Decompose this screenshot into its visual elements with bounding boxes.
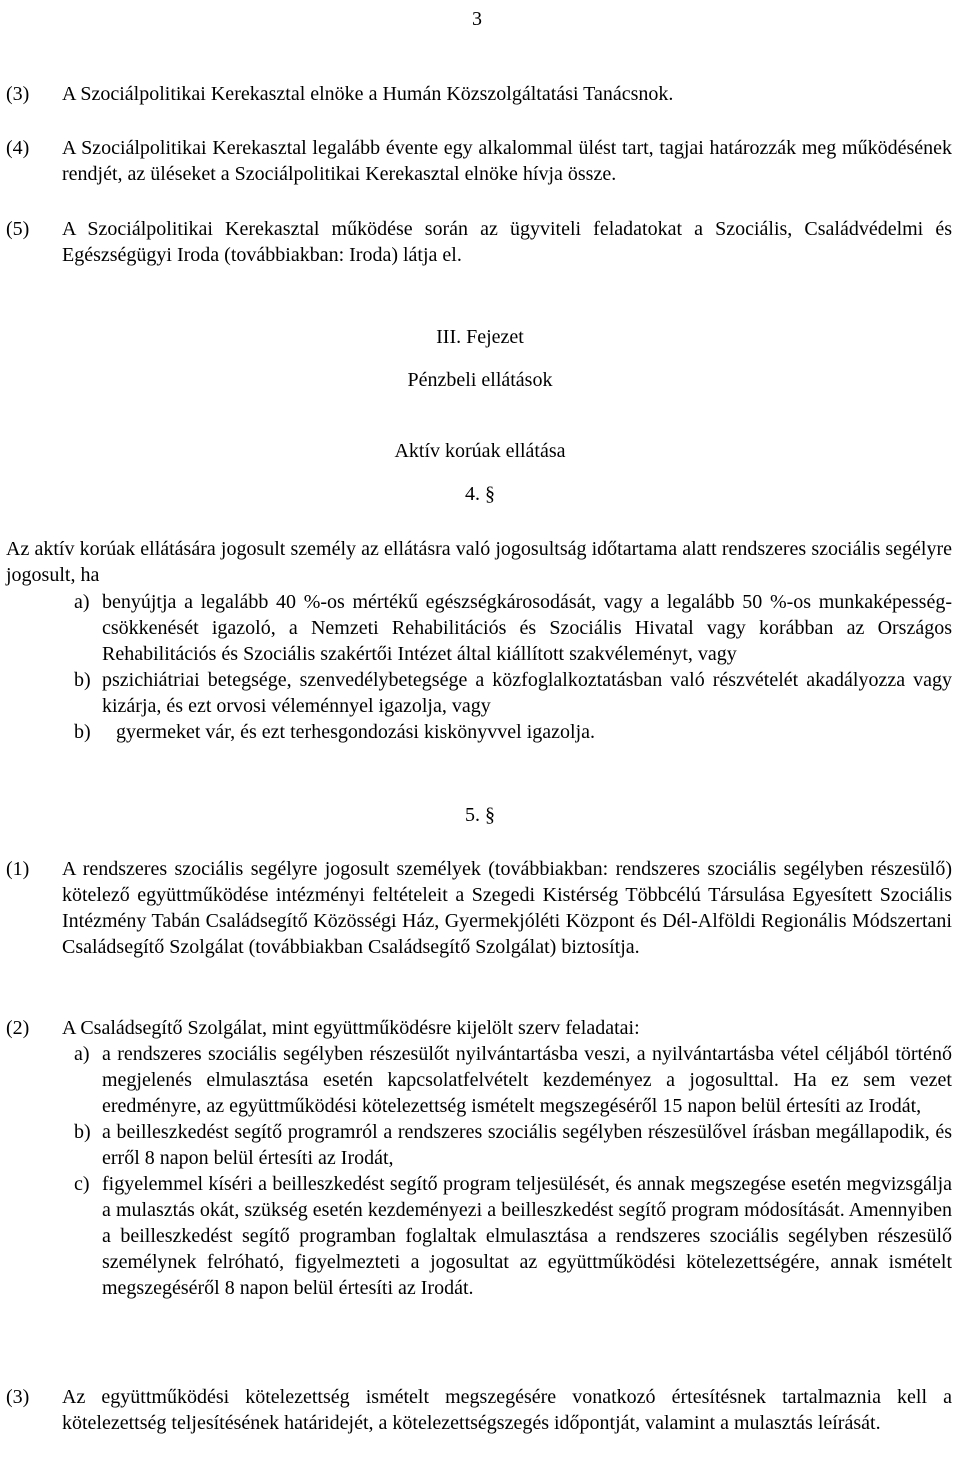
list-item-label: b) [74,669,91,691]
paragraph-text: A Családsegítő Szolgálat, mint együttműködésre kijelölt szerv feladatai: [62,1017,640,1039]
paragraph-number: (3) [6,1386,30,1408]
section-5-list [74,1041,952,1301]
section-4-list [74,589,952,745]
list-item-label: a) [74,591,90,613]
paragraph-number: (2) [6,1017,30,1039]
paragraph-text: A Szociálpolitikai Kerekasztal működése során az ügyviteli feladatokat a Szociális, Családvédelmi és Egészségügyi Iroda (továbbiakban: Iroda) látja el. [62,218,952,266]
paragraph-text: A Szociálpolitikai Kerekasztal elnöke a Humán Közszolgáltatási Tanácsnok. [62,83,674,105]
chapter-subtitle: Pénzbeli ellátások [407,369,553,391]
list-item [74,1041,952,1119]
section-5-paragraph-3 [6,1384,952,1436]
section-heading-5: 5. § [465,804,495,826]
list-item-label: a) [74,1043,90,1065]
paragraph-text: Az együttműködési kötelezettség ismételt megszegésére vonatkozó értesítésnek tartalmaznia kell a kötelezettség teljesítésének határidejét, a kötelezettségszegés időpontját, valamint a mulasztás leírását. [62,1386,952,1434]
section-5-paragraph-2 [6,1015,952,1041]
paragraph-5 [6,216,952,268]
paragraph-text: A rendszeres szociális segélyre jogosult személyek (továbbiakban: rendszeres szociális segélyben részesülő) kötelező együttműködése intézményi feltételeit a Szegedi Kistérség Többcélú Társulása Egyesített Szociális Intézmény Tabán Családsegítő Közösségi Ház, Gyermekjóléti Központ és Dél-Alföldi Regionális Módszertani Családsegítő Szolgálat (továbbiakban Családsegítő Szolgálat) biztosítja. [62,858,952,958]
paragraph-number: (3) [6,83,30,105]
page-number: 3 [472,8,482,30]
chapter-title: III. Fejezet [436,326,524,348]
list-item-text: a beilleszkedést segítő programról a rendszeres szociális segélyben részesülővel írásban megállapodik, és erről 8 napon belül értesíti az Irodát, [102,1121,952,1169]
paragraph-text: A Szociálpolitikai Kerekasztal legalább évente egy alkalommal ülést tart, tagjai határozzák meg működésének rendjét, az üléseket a Szociálpolitikai Kerekasztal elnöke hívja össze. [62,137,952,185]
paragraph-number: (5) [6,218,30,240]
list-item-label: c) [74,1173,90,1195]
list-item [74,719,952,745]
paragraph-4 [6,135,952,187]
list-item-text: pszichiátriai betegsége, szenvedélybetegsége a közfoglalkoztatásban való részvételét akadályozza vagy kizárja, és ezt orvosi véleménnyel igazolja, vagy [102,669,952,717]
list-item-label: b) [74,721,91,743]
list-item-text: gyermeket vár, és ezt terhesgondozási kiskönyvvel igazolja. [116,721,596,743]
section-heading-4: 4. § [465,483,495,505]
subsection-title: Aktív korúak ellátása [394,440,566,462]
paragraph-number: (1) [6,858,30,880]
list-item [74,1171,952,1301]
list-item-text: a rendszeres szociális segélyben részesülőt nyilvántartásba veszi, a nyilvántartásba vétel céljából történő megjelenés elmulasztása esetén kapcsolatfelvételt kezdeményez a jogosulttal. Ha ez sem vezet eredményre, az együttműködési kötelezettség ismételt megszegéséről 15 napon belül értesíti az Irodát, [102,1043,952,1117]
list-item [74,589,952,667]
paragraph-number: (4) [6,137,30,159]
section-5-paragraph-1 [6,856,952,960]
list-item [74,1119,952,1171]
section-4-intro: Az aktív korúak ellátására jogosult személy az ellátásra való jogosultság időtartama alatt rendszeres szociális segélyre jogosult, ha [6,538,952,586]
list-item [74,667,952,719]
paragraph-3 [6,81,952,107]
list-item-text: benyújtja a legalább 40 %-os mértékű egészségkárosodását, vagy a legalább 50 %-os munkaképesség-csökkenését igazoló, a Nemzeti Rehabilitációs és Szociális Hivatal vagy korábban az Országos Rehabilitációs és Szociális szakértői Intézet által kiállított szakvéleményt, vagy [102,591,952,665]
list-item-label: b) [74,1121,91,1143]
list-item-text: figyelemmel kíséri a beilleszkedést segítő program teljesülését, és annak megszegése esetén megvizsgálja a mulasztás okát, szükség esetén kezdeményezi a beilleszkedést segítő program módosítását. Amennyiben a beilleszkedést segítő programban foglaltak elmulasztása a rendszeres szociális segélyben részesülő személynek felróható, figyelmezteti a jogosultat az együttműködési kötelezettségére, annak ismételt megszegéséről 8 napon belül értesíti az Irodát. [102,1173,952,1299]
